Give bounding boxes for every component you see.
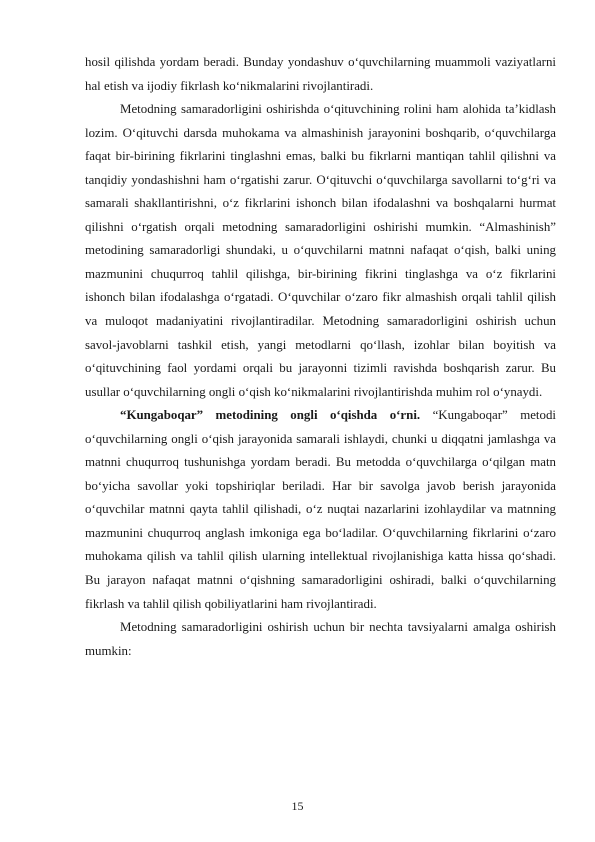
page-number: 15 (291, 799, 304, 813)
paragraph-text: hosil qilishda yordam beradi. Bunday yondashuv o‘quvchilarning muammoli vaziyatlarni hal etish va ijodiy fikrlash ko‘nikmalarini rivojlantiradi. (85, 55, 556, 93)
paragraph-continuation (85, 51, 556, 98)
paragraph-heading: “Kungaboqar” metodining ongli o‘qishda o‘rni. (120, 408, 421, 423)
paragraph-kungaboqar-method (85, 404, 556, 616)
paragraph-text: “Kungaboqar” metodi o‘quvchilarning ongli o‘qish jarayonida samarali ishlaydi, chunki u diqqatni jamlashga va matnni chuqurroq tushunishga yordam beradi. Bu metodda o‘quvchilarga o‘qilgan matn bo‘yicha savollar yoki topshiriqlar beriladi. Har bir savolga javob berish jarayonida o‘quvchilar matnni qayta tahlil qilishadi, o‘z nuqtai nazarlarini izohlaydilar va matnning mazmunini chuqurroq anglash imkoniga ega bo‘ladilar. O‘quvchilarning fikrlarini o‘zaro muhokama qilish va tahlil qilish ularning intellektual rivojlanishiga katta hissa qo‘shadi. Bu jarayon nafaqat matnni o‘qishning samaradorligini oshiradi, balki o‘quvchilarning fikrlash va tahlil qilish qobiliyatlarini ham rivojlantiradi. (85, 408, 556, 611)
paragraph-text: Metodning samaradorligini oshirish uchun bir nechta tavsiyalarni amalga oshirish mumkin: (85, 620, 556, 658)
page-body (85, 51, 556, 663)
paragraph-text: Metodning samaradorligini oshirishda o‘qituvchining rolini ham alohida ta’kidlash lozim. O‘qituvchi darsda muhokama va almashinish jarayonini boshqarib, o‘quvchilarga faqat bir-birining fikrlarini tinglashni emas, balki bu fikrlarni mantiqan tahlil qilishni va tanqidiy yondashishni ham o‘rgatishi zarur. O‘qituvchi o‘quvchilarga savollarni to‘g‘ri va samarali shakllantirishni, o‘z fikrlarini ishonch bilan ifodalashni va boshqalarni hurmat qilishni o‘rgatish orqali metodning samaradorligini oshirishi mumkin. “Almashinish” metodining samaradorligi shundaki, u o‘quvchilarni matnni nafaqat o‘qish, balki uning mazmunini chuqurroq tahlil qilishga, bir-birining fikrini tinglashga va o‘z fikrlarini ishonch bilan ifodalashga o‘rgatadi. O‘quvchilar o‘zaro fikr almashish orqali tahlil qilish va muloqot madaniyatini rivojlantiradilar. Metodning samaradorligini oshirish uchun savol-javoblarni tashkil etish, yangi metodlarni qo‘llash, izohlar bilan boyitish va o‘qituvchining faol yordami orqali bu jarayonni tizimli ravishda boshqarish zarur. Bu usullar o‘quvchilarning ongli o‘qish ko‘nikmalarini rivojlantirishda muhim rol o‘ynaydi. (85, 102, 556, 399)
paragraph-recommendations-intro (85, 616, 556, 663)
paragraph-teacher-role (85, 98, 556, 404)
